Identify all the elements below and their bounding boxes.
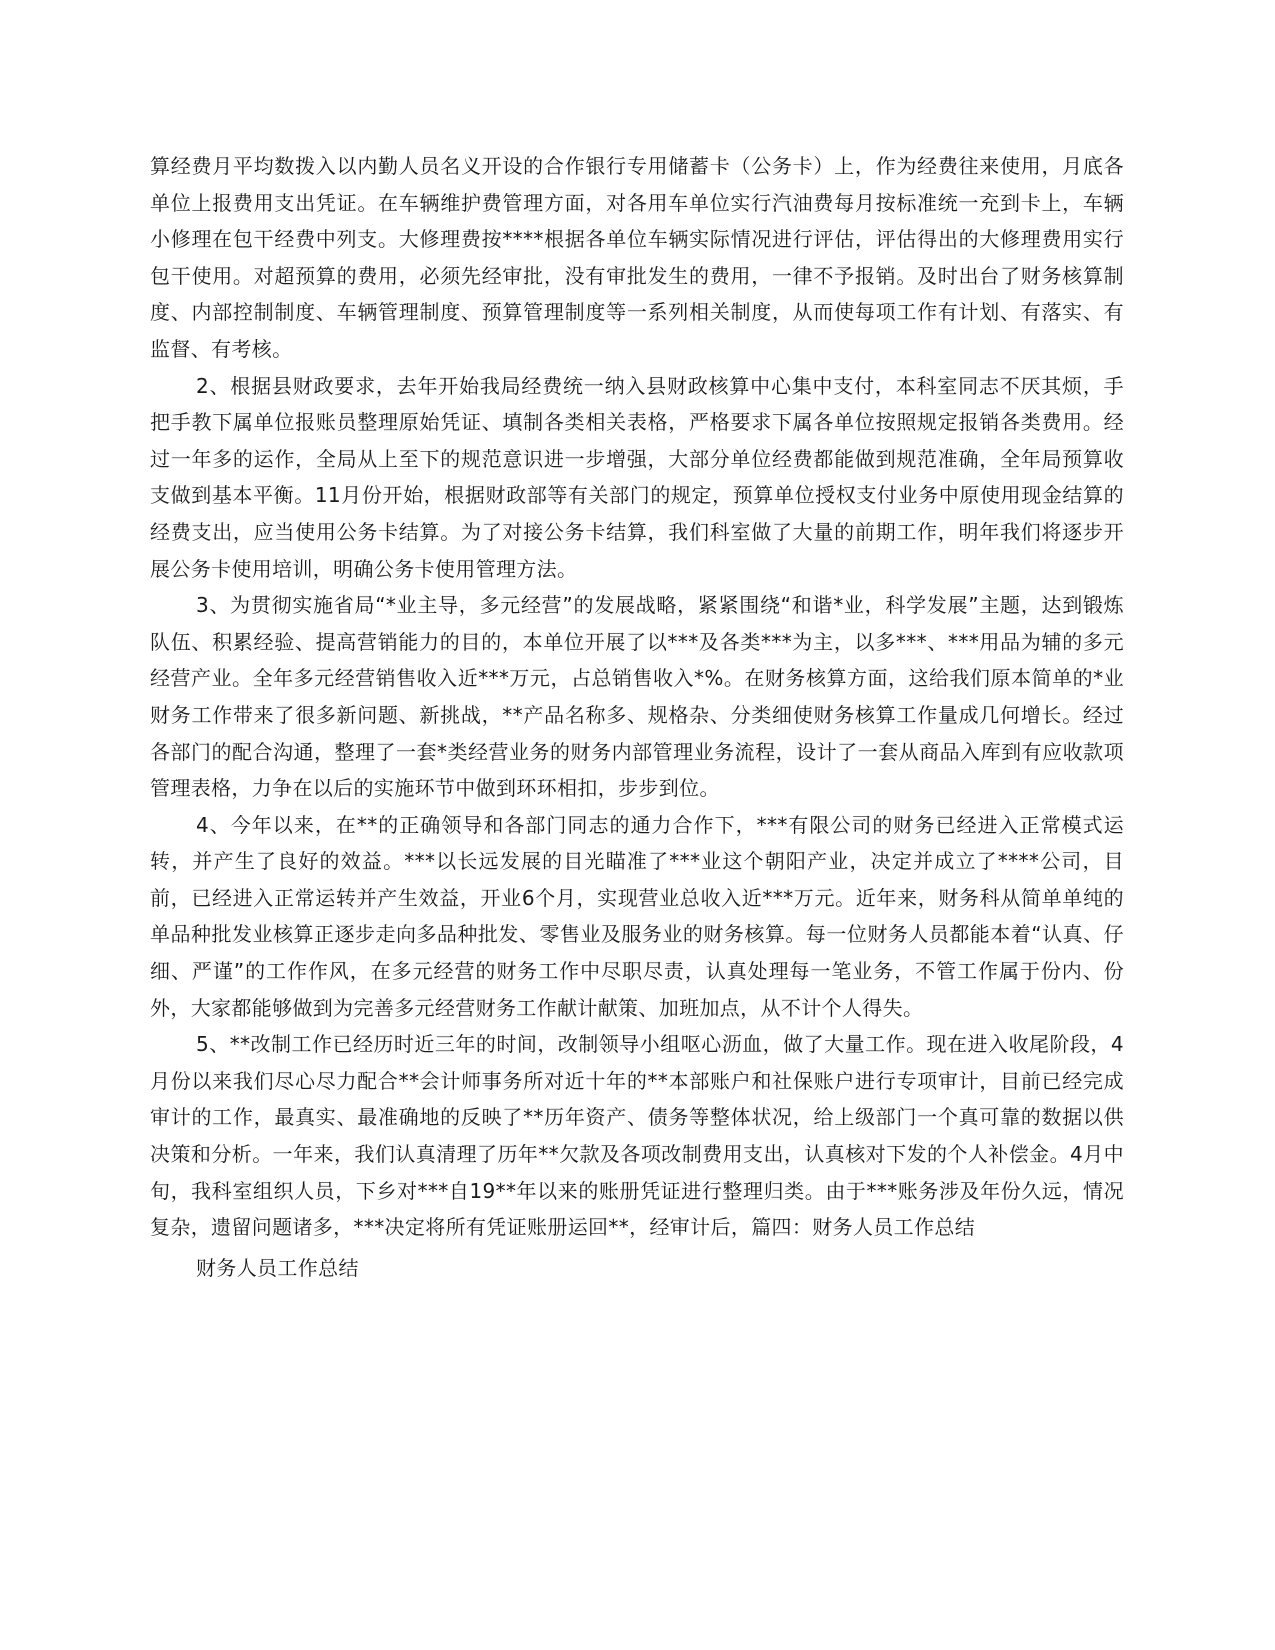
document-body	[150, 148, 1124, 1286]
paragraph-4: 4、今年以来，在**的正确领导和各部门同志的通力合作下，***有限公司的财务已经进入正常模式运转，并产生了良好的效益。***以长远发展的目光瞄准了***业这个朝阳产业，决定并成立了****公司，目前，已经进入正常运转并产生效益，开业6个月，实现营业总收入近***万元。近年来，财务科从简单单纯的单品种批发业核算正逐步走向多品种批发、零售业及服务业的财务核算。每一位财务人员都能本着“认真、仔细、严谨”的工作作风，在多元经营的财务工作中尽职尽责，认真处理每一笔业务，不管工作属于份内、份外，大家都能够做到为完善多元经营财务工作献计献策、加班加点，从不计个人得失。	[150, 812, 1124, 1020]
paragraph-1: 算经费月平均数拨入以内勤人员名义开设的合作银行专用储蓄卡（公务卡）上，作为经费往来使用，月底各单位上报费用支出凭证。在车辆维护费管理方面，对各用车单位实行汽油费每月按标准统一充到卡上，车辆小修理在包干经费中列支。大修理费按****根据各单位车辆实际情况进行评估，评估得出的大修理费用实行包干使用。对超预算的费用，必须先经审批，没有审批发生的费用，一律不予报销。及时出台了财务核算制度、内部控制制度、车辆管理制度、预算管理制度等一系列相关制度，从而使每项工作有计划、有落实、有监督、有考核。	[150, 154, 1124, 361]
section-heading: 财务人员工作总结	[196, 1255, 359, 1280]
paragraph-3: 3、为贯彻实施省局“*业主导，多元经营”的发展战略，紧紧围绕“和谐*业，科学发展”主题，达到锻炼队伍、积累经验、提高营销能力的目的，本单位开展了以***及各类***为主，以多***、***用品为辅的多元经营产业。全年多元经营销售收入近***万元，占总销售收入*%。在财务核算方面，这给我们原本简单的*业财务工作带来了很多新问题、新挑战，**产品名称多、规格杂、分类细使财务核算工作量成几何增长。经过各部门的配合沟通，整理了一套*类经营业务的财务内部管理业务流程，设计了一套从商品入库到有应收款项管理表格，力争在以后的实施环节中做到环环相扣，步步到位。	[150, 593, 1124, 801]
paragraph-5: 5、**改制工作已经历时近三年的时间，改制领导小组呕心沥血，做了大量工作。现在进入收尾阶段，4月份以来我们尽心尽力配合**会计师事务所对近十年的**本部账户和社保账户进行专项审计，目前已经完成审计的工作，最真实、最准确地的反映了**历年资产、债务等整体状况，给上级部门一个真可靠的数据以供决策和分析。一年来，我们认真清理了历年**欠款及各项改制费用支出，认真核对下发的个人补偿金。4月中旬，我科室组织人员，下乡对***自19**年以来的账册凭证进行整理归类。由于***账务涉及年份久远，情况复杂，遗留问题诸多，***决定将所有凭证账册运回**，经审计后，篇四：财务人员工作总结	[150, 1032, 1124, 1240]
paragraph-2: 2、根据县财政要求，去年开始我局经费统一纳入县财政核算中心集中支付，本科室同志不厌其烦，手把手教下属单位报账员整理原始凭证、填制各类相关表格，严格要求下属各单位按照规定报销各类费用。经过一年多的运作，全局从上至下的规范意识进一步增强，大部分单位经费都能做到规范准确，全年局预算收支做到基本平衡。11月份开始，根据财政部等有关部门的规定，预算单位授权支付业务中原使用现金结算的经费支出，应当使用公务卡结算。为了对接公务卡结算，我们科室做了大量的前期工作，明年我们将逐步开展公务卡使用培训，明确公务卡使用管理方法。	[150, 373, 1124, 581]
